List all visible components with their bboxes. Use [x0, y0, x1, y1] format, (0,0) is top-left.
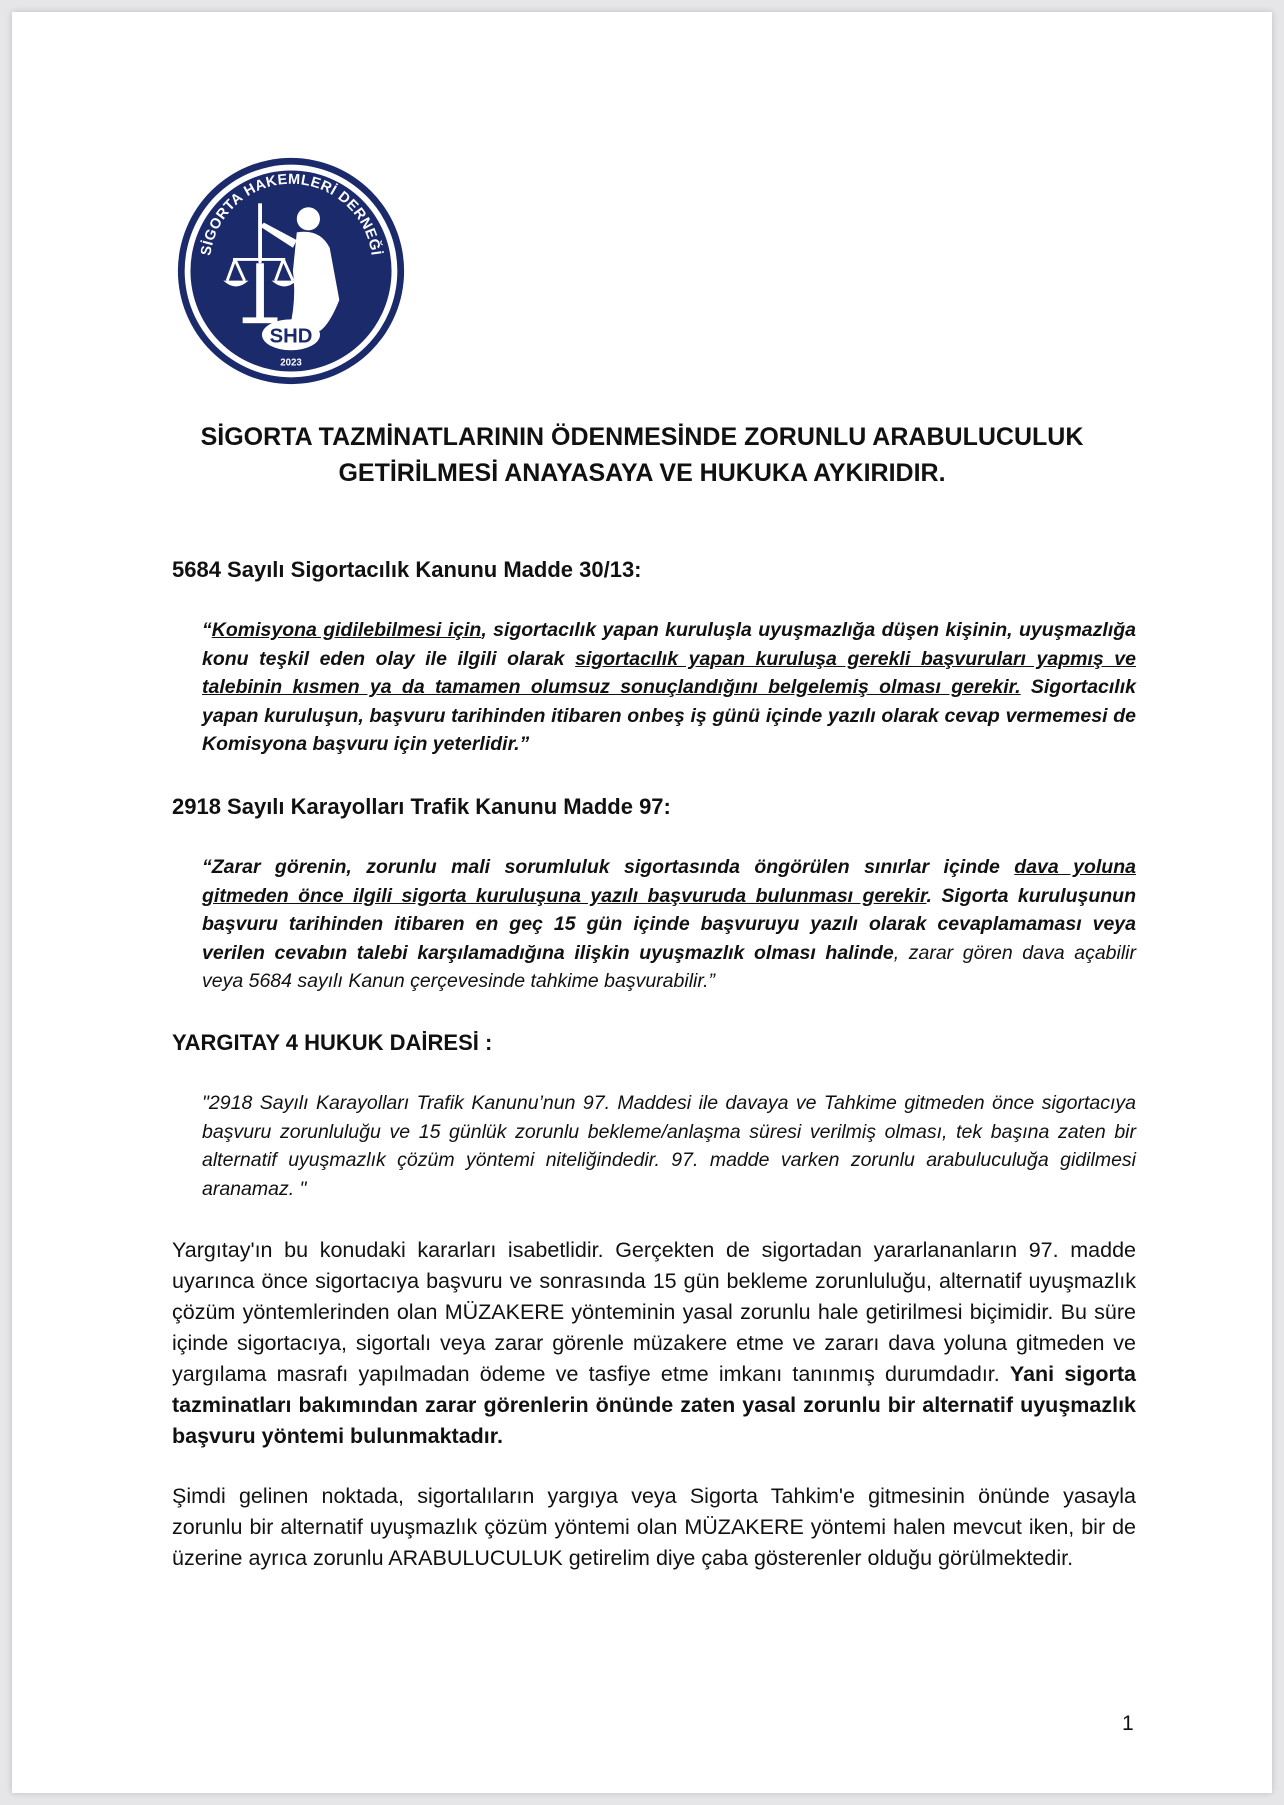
shd-logo [175, 155, 407, 387]
body-paragraph-2: Şimdi gelinen noktada, sigortalıların yargıya veya Sigorta Tahkim'e gitmesinin önünde yasayla zorunlu bir alternatif uyuşmazlık çözüm yöntemi olan MÜZAKERE yöntemi halen mevcut iken, bir de üzerine ayrıca zorunlu ARABULUCULUK getirelim diye çaba gösterenler olduğu görülmektedir. [172, 1484, 1136, 1570]
section-heading-5684: 5684 Sayılı Sigortacılık Kanunu Madde 30/13: [172, 557, 642, 582]
quote-underlined-1: Komisyona gidilebilmesi için [211, 619, 482, 641]
quote-2918 [202, 853, 1136, 996]
title-line-2: GETİRİLMESİ ANAYASAYA VE HUKUKA AYKIRIDIR. [338, 459, 946, 487]
quote-text-1: “Zarar görenin, zorunlu mali sorumluluk sigortasında öngörülen sınırlar içinde [202, 856, 1015, 878]
logo-abbr: SHD [269, 325, 313, 348]
quote-text-3: , zarar gören dava açabilir veya 5684 sayılı Kanun çerçevesinde tahkime başvurabilir.” [202, 941, 1136, 993]
section-heading-2918: 2918 Sayılı Karayolları Trafik Kanunu Madde 97: [172, 794, 671, 819]
quote-underlined-2: sigortacılık yapan kuruluşa gerekli başvuruları yapmış ve talebinin kısmen ya da tamamen olumsuz sonuçlandığını belgelemiş olması gerekir. [202, 647, 1136, 699]
page-number: 1 [1122, 1712, 1134, 1735]
quote-underlined-1: dava yoluna gitmeden önce ilgili sigorta kuruluşuna yazılı başvuruda bulunması gerekir [202, 856, 1136, 907]
quote-5684 [202, 616, 1136, 759]
quote-yargitay: "2918 Sayılı Karayolları Trafik Kanunu’nun 97. Maddesi ile davaya ve Tahkime gitmeden önce sigortacıya başvuru zorunluluğu ve 15 günlük zorunlu bekleme/anlaşma süresi verilmiş olması, tek başına zaten bir alternatif uyuşmazlık çözüm yöntemi niteliğindedir. 97. madde varken zorunlu arabuluculuğa gidilmesi aranamaz. " [202, 1092, 1136, 1200]
quote-text-1: , sigortacılık yapan kuruluşla uyuşmazlığa düşen kişinin, uyuşmazlığa konu teşkil eden olay ile ilgili olarak [202, 619, 1136, 670]
body-paragraph-1 [172, 1235, 1136, 1452]
document-page [12, 12, 1272, 1793]
title-line-1: SİGORTA TAZMİNATLARININ ÖDENMESİNDE ZORUNLU ARABULUCULUK [200, 423, 1084, 451]
logo-ring-text: SİGORTA HAKEMLERİ DERNEĞİ [198, 171, 384, 257]
quote-text-2: . Sigorta kuruluşunun başvuru tarihinden itibaren en geç 15 gün içinde başvuruyu yazılı olarak cevaplamaması veya verilen cevabın talebi karşılamadığına ilişkin uyuşmazlık olması halinde [202, 884, 1137, 964]
document-title [162, 419, 1122, 491]
quote-text-2: Sigortacılık yapan kuruluşun, başvuru tarihinden itibaren onbeş iş günü içinde yazılı olarak cevap vermemesi de Komisyona başvuru için yeterlidir.” [202, 676, 1136, 756]
logo-year: 2023 [280, 357, 302, 369]
quote-open: “ [202, 619, 212, 641]
section-heading-yargitay: YARGITAY 4 HUKUK DAİRESİ : [172, 1030, 493, 1055]
paragraph-text: Yargıtay'ın bu konudaki kararları isabetlidir. Gerçekten de sigortadan yararlananların 97. madde uyarınca önce sigortacıya başvuru ve sonrasında 15 gün bekleme zorunluluğu, alternatif uyuşmazlık çözüm yöntemlerinden olan MÜZAKERE yönteminin yasal zorunlu hale getirilmesi biçimidir. Bu süre içinde sigortacıya, sigortalı veya zarar görenle müzakere etme ve zararı dava yoluna gitmeden ve yargılama masrafı yapılmadan ödeme ve tasfiye etme imkanı tanınmış durumdadır. [172, 1238, 1136, 1386]
paragraph-bold-text: Yani sigorta tazminatları bakımından zarar görenlerin önünde zaten yasal zorunlu bir alternatif uyuşmazlık başvuru yöntemi bulunmaktadır. [172, 1362, 1136, 1448]
